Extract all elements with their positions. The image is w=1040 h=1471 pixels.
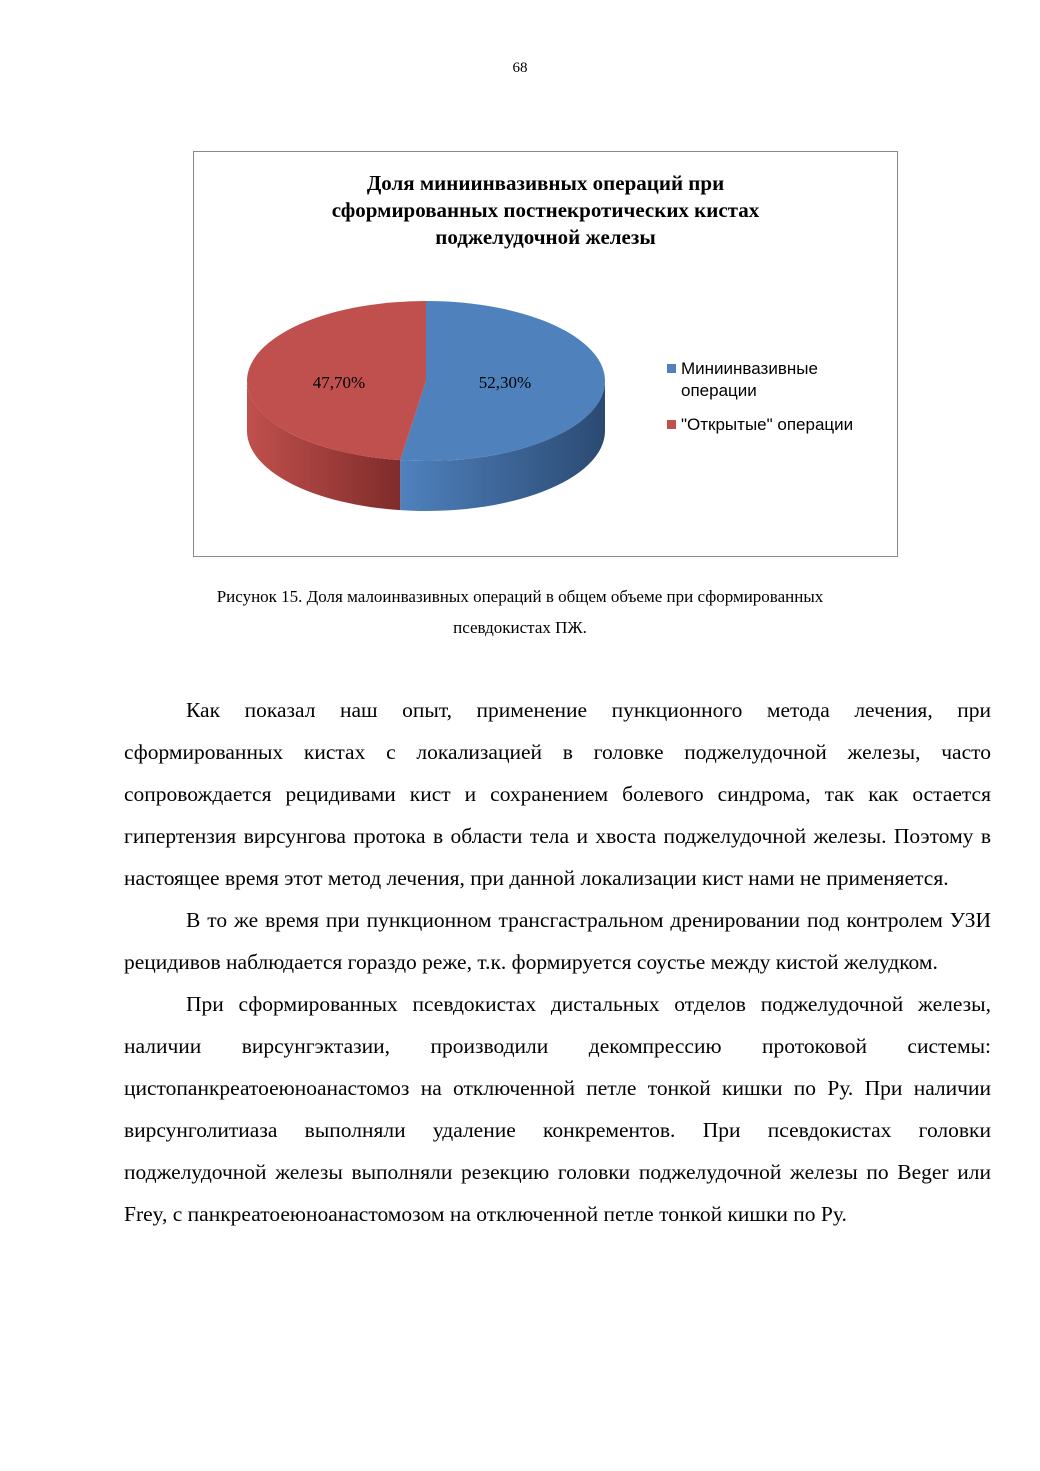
page-number: 68 — [512, 60, 528, 76]
caption-line: псевдокистах ПЖ. — [453, 618, 587, 637]
pie-data-label: 47,70% — [312, 373, 366, 392]
chart-title-line: Доля миниинвазивных операций при — [366, 171, 725, 195]
legend-label: "Открытые" операции — [681, 415, 854, 434]
caption-line: Рисунок 15. Доля малоинвазивных операций в общем объеме при сформированных — [216, 587, 824, 606]
legend-swatch-blue — [667, 364, 676, 373]
pie-chart — [193, 151, 898, 557]
chart-legend — [667, 358, 892, 448]
chart-title-line: поджелудочной железы — [435, 225, 656, 249]
chart-title-line: сформированных постнекротических кистах — [331, 198, 760, 222]
legend-item-open-surgery — [667, 414, 892, 436]
legend-swatch-red — [667, 420, 676, 429]
body-text — [124, 689, 991, 1235]
paragraph: В то же время при пункционном трансгастральном дренировании под контролем УЗИ рецидивов наблюдается гораздо реже, т.к. формируется соустье между кистой желудком. — [124, 908, 991, 974]
paragraph: Как показал наш опыт, применение пункционного метода лечения, при сформированных кистах с локализацией в головке поджелудочной железы, часто сопровождается рецидивами кист и сохранением болевого синдрома, так как остается гипертензия вирсунгова протока в области тела и хвоста поджелудочной железы. Поэтому в настоящее время этот метод лечения, при данной локализации кист нами не применяется. — [124, 698, 991, 890]
figure-caption — [0, 581, 1040, 643]
paragraph: При сформированных псевдокистах дистальных отделов поджелудочной железы, наличии вирсунгэктазии, производили декомпрессию протоковой системы: цистопанкреатоеюноанастомоз на отключенной петле тонкой кишки по Ру. При наличии вирсунголитиаза выполняли удаление конкрементов. При псевдокистах головки поджелудочной железы выполняли резекцию головки поджелудочной железы по Beger или Frey, с панкреатоеюноанастомозом на отключенной петле тонкой кишки по Ру. — [124, 992, 991, 1226]
legend-label: операции — [681, 381, 757, 400]
pie-plot-area — [194, 152, 897, 556]
legend-item-minimally-invasive — [667, 358, 892, 402]
legend-label: Миниинвазивные — [681, 359, 818, 378]
pie-data-label: 52,30% — [478, 373, 532, 392]
